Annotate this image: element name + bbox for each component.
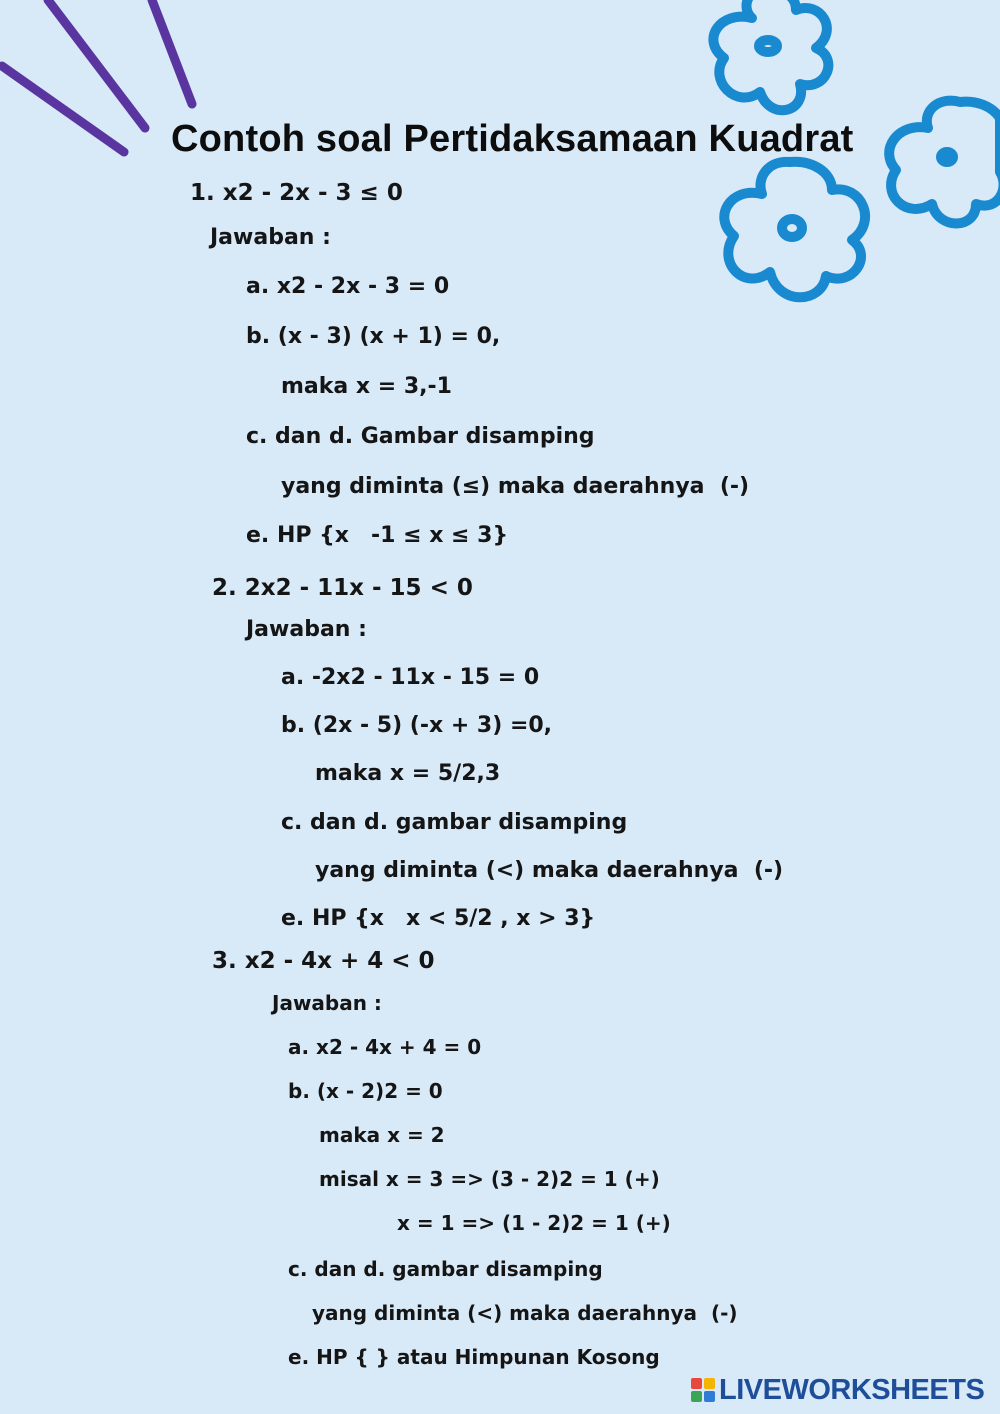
problem-2-step-b-result: maka x = 5/2,3 <box>315 761 501 786</box>
problem-3-step-b: b. (x - 2)2 = 0 <box>288 1079 443 1103</box>
problem-1-step-c: c. dan d. Gambar disamping <box>246 424 595 449</box>
problem-3-step-a: a. x2 - 4x + 4 = 0 <box>288 1035 482 1059</box>
decoration-layer <box>0 0 1000 340</box>
problem-3-answer-label: Jawaban : <box>272 991 382 1015</box>
problem-2-step-a: a. -2x2 - 11x - 15 = 0 <box>281 665 540 690</box>
problem-3-step-b-result: maka x = 2 <box>319 1123 445 1147</box>
problem-1-step-a: a. x2 - 2x - 3 = 0 <box>246 274 450 299</box>
logo-mark-icon <box>691 1378 715 1402</box>
problem-3-step-c-note: yang diminta (<) maka daerahnya (-) <box>312 1301 738 1325</box>
problem-1-step-c-note: yang diminta (≤) maka daerahnya (-) <box>281 474 750 499</box>
problem-2-answer-label: Jawaban : <box>246 617 367 642</box>
problem-2-step-b: b. (2x - 5) (-x + 3) =0, <box>281 713 553 738</box>
flower-icon <box>713 0 828 110</box>
problem-3-question: 3. x2 - 4x + 4 < 0 <box>212 948 435 974</box>
problem-2-hp-prefix: e. HP {x <box>281 906 384 931</box>
problem-1-step-e <box>246 525 508 547</box>
problem-2-question: 2. 2x2 - 11x - 15 < 0 <box>212 575 473 601</box>
problem-1-question: 1. x2 - 2x - 3 ≤ 0 <box>190 180 403 206</box>
brush-stroke-icon <box>2 0 192 152</box>
problem-1-step-b: b. (x - 3) (x + 1) = 0, <box>246 324 501 349</box>
flower-icon <box>724 162 865 297</box>
problem-1-hp-set: -1 ≤ x ≤ 3} <box>371 523 509 548</box>
problem-1-hp-prefix: e. HP {x <box>246 523 349 548</box>
logo-text: LIVEWORKSHEETS <box>719 1373 985 1406</box>
flower-icon <box>889 101 1000 224</box>
problem-2-hp-set: x < 5/2 , x > 3} <box>406 906 596 931</box>
problem-2-step-c-note: yang diminta (<) maka daerahnya (-) <box>315 858 784 883</box>
problem-1-answer-label: Jawaban : <box>210 225 331 250</box>
problem-3-step-c: c. dan d. gambar disamping <box>288 1257 603 1281</box>
problem-3-step-e: e. HP { } atau Himpunan Kosong <box>288 1345 660 1369</box>
problem-3-step-b-check-1: misal x = 3 => (3 - 2)2 = 1 (+) <box>319 1167 660 1191</box>
problem-2-step-e <box>281 908 595 930</box>
problem-3-step-b-check-2: x = 1 => (1 - 2)2 = 1 (+) <box>397 1211 671 1235</box>
liveworksheets-logo <box>691 1374 984 1406</box>
problem-1-step-b-result: maka x = 3,-1 <box>281 374 452 399</box>
problem-2-step-c: c. dan d. gambar disamping <box>281 810 628 835</box>
page-title: Contoh soal Pertidaksamaan Kuadrat <box>171 118 854 160</box>
